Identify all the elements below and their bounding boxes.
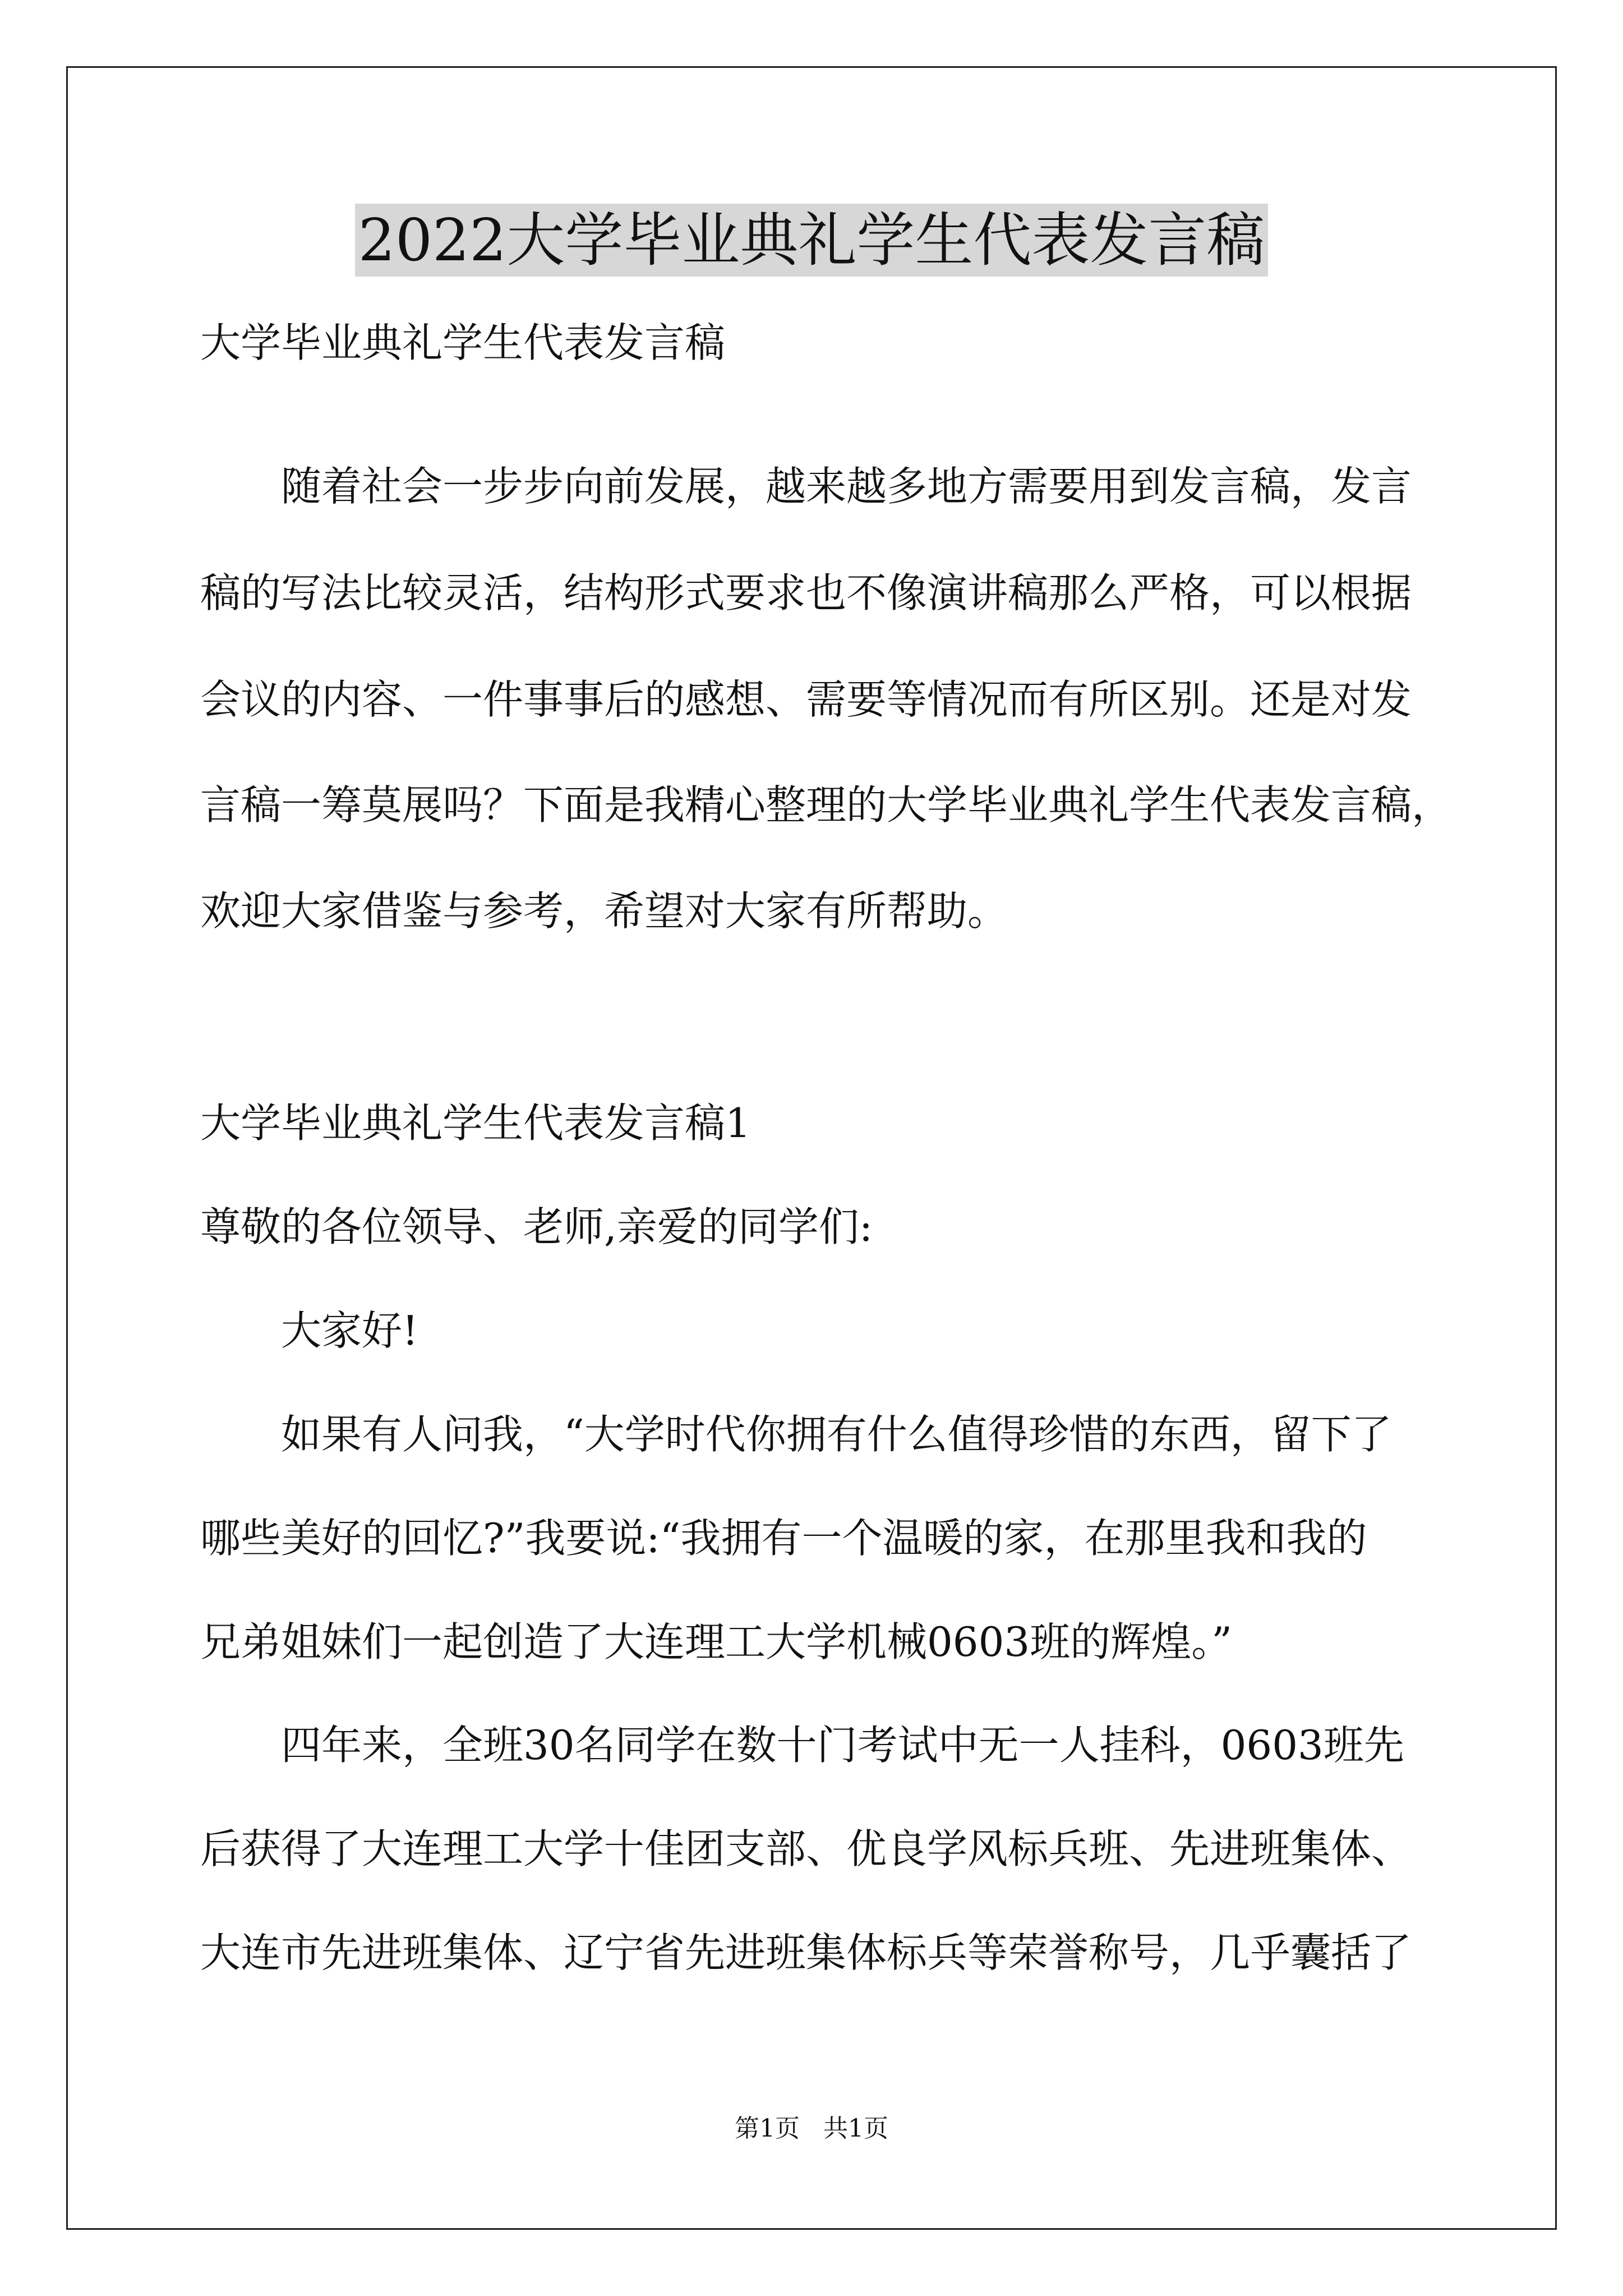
paragraph2-line-2: 后获得了大连理工大学十佳团支部、优良学风标兵班、先进班集体、 <box>200 1825 1412 1872</box>
intro-line-2: 稿的写法比较灵活，结构形式要求也不像演讲稿那么严格，可以根据 <box>200 569 1412 616</box>
salutation: 尊敬的各位领导、老师,亲爱的同学们: <box>200 1203 873 1250</box>
section-heading: 大学毕业典礼学生代表发言稿1 <box>200 1099 751 1147</box>
intro-line-3: 会议的内容、一件事事后的感想、需要等情况而有所区别。还是对发 <box>200 676 1412 723</box>
paragraph1-line-1: 如果有人问我，“大学时代你拥有什么值得珍惜的东西，留下了 <box>281 1411 1392 1458</box>
intro-line-1: 随着社会一步步向前发展，越来越多地方需要用到发言稿，发言 <box>281 463 1412 510</box>
document-title: 2022大学毕业典礼学生代表发言稿 <box>0 201 1623 279</box>
page-footer: 第1页 共1页 <box>735 2114 888 2143</box>
paragraph1-line-2: 哪些美好的回忆?”我要说:“我拥有一个温暖的家，在那里我和我的 <box>200 1515 1367 1562</box>
paragraph1-line-3: 兄弟姐妹们一起创造了大连理工大学机械0603班的辉煌。” <box>200 1618 1233 1665</box>
greeting: 大家好! <box>281 1307 418 1354</box>
intro-line-4: 言稿一筹莫展吗？下面是我精心整理的大学毕业典礼学生代表发言稿， <box>200 781 1453 829</box>
subtitle: 大学毕业典礼学生代表发言稿 <box>200 319 726 366</box>
paragraph2-line-1: 四年来，全班30名同学在数十门考试中无一人挂科，0603班先 <box>281 1722 1404 1769</box>
intro-line-5: 欢迎大家借鉴与参考，希望对大家有所帮助。 <box>200 887 1008 935</box>
paragraph2-line-3: 大连市先进班集体、辽宁省先进班集体标兵等荣誉称号，几乎囊括了 <box>200 1929 1412 1976</box>
